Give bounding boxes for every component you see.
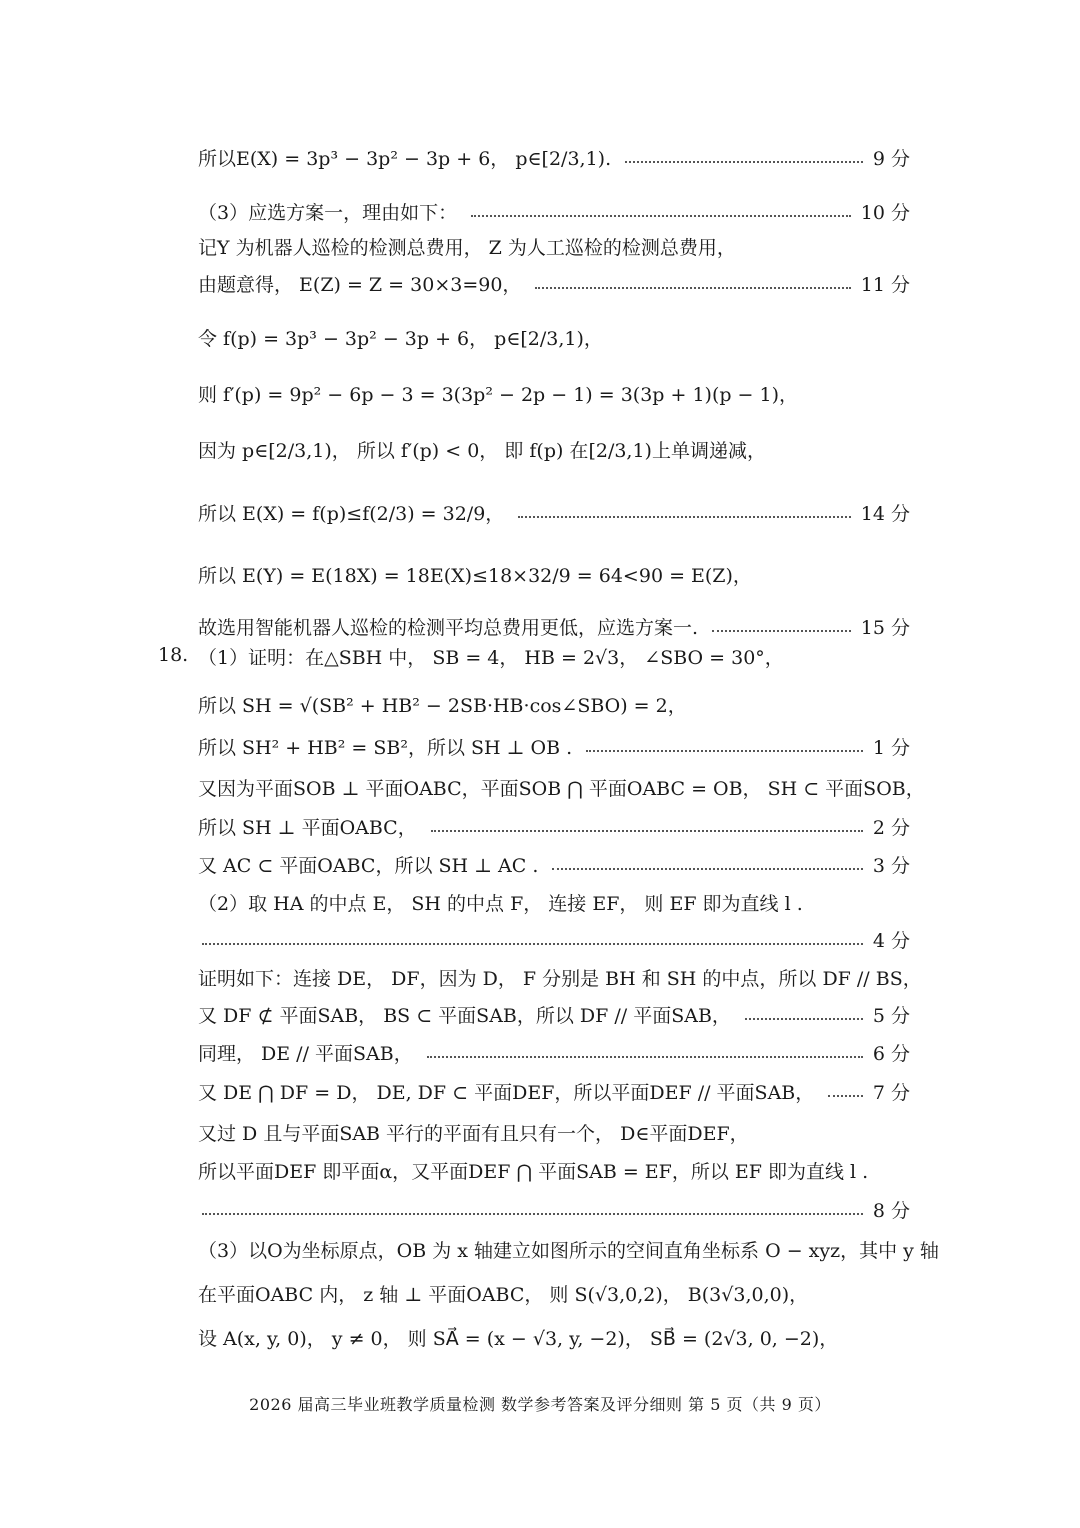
answer-line bbox=[198, 1078, 910, 1105]
line-text: 又 DE ⋂ DF = D， DE, DF ⊂ 平面DEF，所以平面DEF // 平面SAB， bbox=[198, 1082, 815, 1104]
answer-line bbox=[198, 1324, 910, 1351]
leader-dots bbox=[625, 161, 863, 163]
score-label: 3 分 bbox=[872, 855, 910, 877]
answer-line bbox=[198, 691, 910, 718]
answer-line bbox=[198, 1236, 939, 1263]
score-label: 5 分 bbox=[872, 1005, 910, 1027]
answer-line bbox=[198, 774, 925, 801]
line-text: （2）取 HA 的中点 E， SH 的中点 F， 连接 EF， 则 EF 即为直线 l . bbox=[198, 893, 803, 915]
leader-dots bbox=[712, 630, 851, 632]
leader-dots bbox=[471, 215, 851, 217]
leader-dots bbox=[828, 1095, 863, 1097]
line-text: 所以 SH = √(SB² + HB² − 2SB·HB·cos∠SBO) = 2， bbox=[198, 695, 687, 717]
line-text: 同理， DE // 平面SAB， bbox=[198, 1043, 413, 1065]
score-label: 15 分 bbox=[860, 617, 910, 639]
answer-line bbox=[198, 1001, 910, 1028]
answer-line bbox=[198, 436, 910, 463]
answer-line bbox=[198, 733, 910, 760]
line-text: 所以 E(Y) = E(18X) = 18E(X)≤18×32/9 = 64<90 = E(Z)， bbox=[198, 565, 752, 587]
score-label: 9 分 bbox=[872, 148, 910, 170]
score-label: 7 分 bbox=[872, 1082, 910, 1104]
line-text: 由题意得， E(Z) = Z = 30×3=90， bbox=[198, 274, 522, 296]
leader-dots bbox=[431, 830, 863, 832]
answer-line bbox=[198, 643, 910, 670]
score-label: 8 分 bbox=[872, 1200, 910, 1222]
answer-line bbox=[198, 1280, 910, 1307]
answer-line bbox=[198, 1157, 910, 1184]
leader-dots bbox=[518, 516, 850, 518]
line-text: 所以 SH ⊥ 平面OABC， bbox=[198, 817, 417, 839]
line-text: 因为 p∈[2/3,1)， 所以 f′(p) < 0， 即 f(p) 在[2/3,1)上单调递减， bbox=[198, 440, 766, 462]
leader-dots bbox=[552, 868, 863, 870]
line-text: 所以 SH² + HB² = SB²，所以 SH ⊥ OB . bbox=[198, 737, 573, 759]
answer-line bbox=[198, 1119, 910, 1146]
score-label: 11 分 bbox=[860, 274, 910, 296]
line-text: 又因为平面SOB ⊥ 平面OABC，平面SOB ⋂ 平面OABC = OB， SH ⊂ 平面SOB， bbox=[198, 778, 925, 800]
answer-line bbox=[198, 144, 910, 171]
answer-line bbox=[198, 499, 910, 526]
answer-line bbox=[198, 324, 910, 351]
line-text: （3）以O为坐标原点，OB 为 x 轴建立如图所示的空间直角坐标系 O − xyz，其中 y 轴 bbox=[198, 1240, 939, 1262]
leader-dots bbox=[202, 1213, 863, 1215]
line-text: 设 A(x, y, 0)， y ≠ 0， 则 SA⃗ = (x − √3, y, −2)， SB⃗ = (2√3, 0, −2)， bbox=[198, 1328, 839, 1350]
answer-line bbox=[198, 889, 910, 916]
answer-line bbox=[198, 1039, 910, 1066]
line-text: 又 AC ⊂ 平面OABC，所以 SH ⊥ AC . bbox=[198, 855, 539, 877]
line-text: （1）证明：在△SBH 中， SB = 4， HB = 2√3， ∠SBO = 30°， bbox=[198, 647, 784, 669]
leader-dots bbox=[427, 1056, 863, 1058]
score-label: 10 分 bbox=[860, 202, 910, 224]
line-text: （3）应选方案一，理由如下： bbox=[198, 202, 458, 224]
line-text: 记Y 为机器人巡检的检测总费用， Z 为人工巡检的检测总费用， bbox=[198, 237, 736, 259]
score-label: 4 分 bbox=[872, 930, 910, 952]
score-label: 1 分 bbox=[872, 737, 910, 759]
score-label: 6 分 bbox=[872, 1043, 910, 1065]
answer-line bbox=[198, 926, 910, 953]
line-text: 所以平面DEF 即平面α，又平面DEF ⋂ 平面SAB = EF，所以 EF 即为直线 l . bbox=[198, 1161, 869, 1183]
answer-line bbox=[198, 964, 922, 991]
answer-line bbox=[198, 613, 910, 640]
leader-dots bbox=[586, 750, 863, 752]
line-text: 证明如下：连接 DE， DF，因为 D， F 分别是 BH 和 SH 的中点，所以 DF // BS， bbox=[198, 968, 922, 990]
line-text: 又过 D 且与平面SAB 平行的平面有且只有一个， D∈平面DEF， bbox=[198, 1123, 749, 1145]
line-text: 令 f(p) = 3p³ − 3p² − 3p + 6， p∈[2/3,1)， bbox=[198, 328, 603, 350]
answer-line bbox=[198, 561, 910, 588]
line-text: 又 DF ⊄ 平面SAB， BS ⊂ 平面SAB，所以 DF // 平面SAB， bbox=[198, 1005, 731, 1027]
answer-line bbox=[198, 198, 910, 225]
line-text: 故选用智能机器人巡检的检测平均总费用更低，应选方案一. bbox=[198, 617, 699, 639]
line-text: 所以 E(X) = f(p)≤f(2/3) = 32/9， bbox=[198, 503, 505, 525]
question-number: 18. bbox=[158, 644, 189, 666]
answer-line bbox=[198, 851, 910, 878]
answer-line bbox=[198, 233, 910, 260]
leader-dots bbox=[535, 287, 850, 289]
answer-line bbox=[198, 813, 910, 840]
answer-line bbox=[198, 380, 910, 407]
score-label: 14 分 bbox=[860, 503, 910, 525]
line-text: 在平面OABC 内， z 轴 ⊥ 平面OABC， 则 S(√3,0,2)， B(3√3,0,0)， bbox=[198, 1284, 809, 1306]
answer-line bbox=[198, 270, 910, 297]
score-label: 2 分 bbox=[872, 817, 910, 839]
answer-line bbox=[198, 1196, 910, 1223]
page-footer: 2026 届高三毕业班教学质量检测 数学参考答案及评分细则 第 5 页（共 9 页） bbox=[249, 1395, 831, 1414]
line-text: 所以E(X) = 3p³ − 3p² − 3p + 6， p∈[2/3,1). bbox=[198, 148, 612, 170]
leader-dots bbox=[745, 1018, 863, 1020]
line-text: 则 f′(p) = 9p² − 6p − 3 = 3(3p² − 2p − 1) = 3(3p + 1)(p − 1)， bbox=[198, 384, 799, 406]
leader-dots bbox=[202, 943, 863, 945]
